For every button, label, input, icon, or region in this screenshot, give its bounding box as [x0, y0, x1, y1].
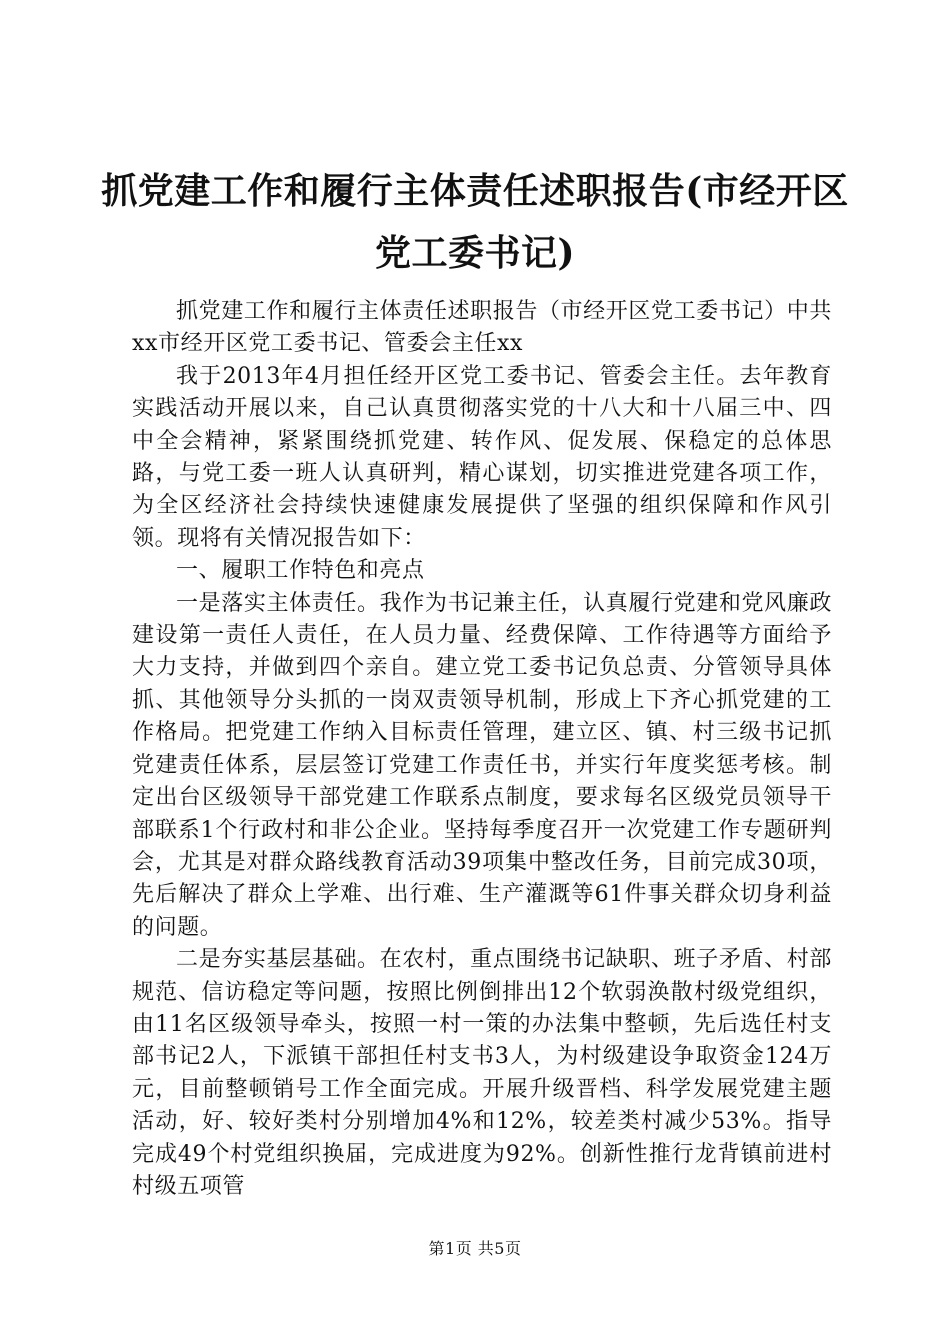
section-heading: 一、履职工作特色和亮点: [176, 558, 425, 584]
paragraph-point-two: 二是夯实基层基础。在农村，重点围绕书记缺职、班子矛盾、村部规范、信访稳定等问题，按照比例倒排出12个软弱涣散村级党组织，由11名区级领导牵头，按照一村一策的办法集中整顿，先后选任村支部书记2人，下派镇干部担任村支书3人，为村级建设争取资金124万元，目前整顿销号工作全面完成。开展升级晋档、科学发展党建主题活动，好、较好类村分别增加4%和12%，较差类村减少53%。指导完成49个村党组织换届，完成进度为92%。创新性推行龙背镇前进村村级五项管: [132, 947, 832, 1199]
document-body: [132, 296, 832, 1203]
page-number-footer: 第1页 共5页: [428, 1239, 522, 1258]
document-title: 抓党建工作和履行主体责任述职报告(市经开区党工委书记): [101, 170, 849, 274]
paragraph-point-one: 一是落实主体责任。我作为书记兼主任，认真履行党建和党风廉政建设第一责任人责任，在人员力量、经费保障、工作待遇等方面给予大力支持，并做到四个亲自。建立党工委书记负总责、分管领导具体抓、其他领导分头抓的一岗双责领导机制，形成上下齐心抓党建的工作格局。把党建工作纳入目标责任管理，建立区、镇、村三级书记抓党建责任体系，层层签订党建工作责任书，并实行年度奖惩考核。制定出台区级领导干部党建工作联系点制度，要求每名区级党员领导干部联系1个行政村和非公企业。坚持每季度召开一次党建工作专题研判会，尤其是对群众路线教育活动39项集中整改任务，目前完成30项，先后解决了群众上学难、出行难、生产灌溉等61件事关群众切身利益的问题。: [132, 590, 832, 940]
paragraph-overview: 我于2013年4月担任经开区党工委书记、管委会主任。去年教育实践活动开展以来，自己认真贯彻落实党的十八大和十八届三中、四中全会精神，紧紧围绕抓党建、转作风、促发展、保稳定的总体思路，与党工委一班人认真研判，精心谋划，切实推进党建各项工作，为全区经济社会持续快速健康发展提供了坚强的组织保障和作风引领。现将有关情况报告如下：: [132, 363, 832, 551]
paragraph-intro: 抓党建工作和履行主体责任述职报告（市经开区党工委书记）中共xx市经开区党工委书记、管委会主任xx: [132, 299, 832, 357]
